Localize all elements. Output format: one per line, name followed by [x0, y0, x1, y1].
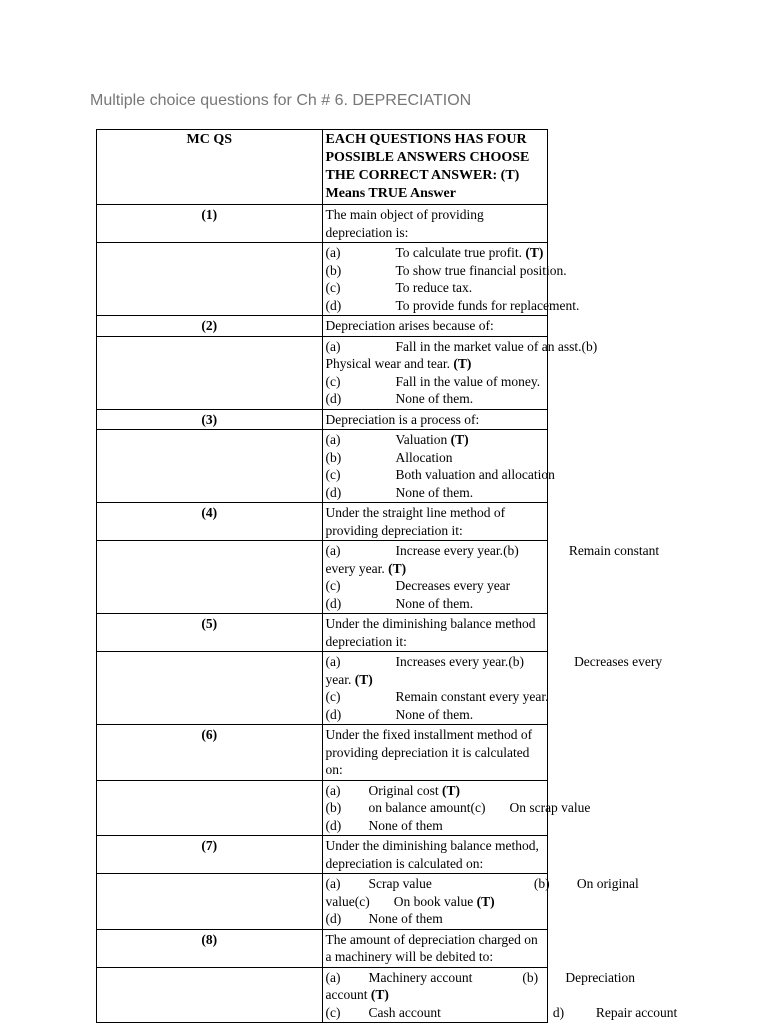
option-c: (c) To reduce tax.: [325, 280, 473, 295]
option-b: every year. (T): [325, 560, 407, 576]
header-mcqs-cell: MC QS: [97, 130, 323, 205]
option-c: (c) Both valuation and allocation: [325, 467, 555, 482]
question-number: (5): [97, 614, 323, 652]
option-a: (a) To calculate true profit. (T): [325, 245, 544, 260]
option-b: account (T): [325, 987, 389, 1002]
option-c: (c) Cash account d) Repair account: [325, 1004, 678, 1020]
question-row: [97, 409, 548, 430]
true-mark: (T): [442, 782, 460, 798]
option-b: (b) Allocation: [325, 449, 453, 465]
question-number: (2): [97, 316, 323, 337]
true-mark: (T): [450, 432, 469, 447]
options-cell: [322, 243, 580, 316]
options-row: [97, 336, 548, 409]
empty-cell: [97, 652, 323, 725]
options-row: [97, 243, 548, 316]
question-number: (3): [97, 409, 323, 430]
true-mark: (T): [453, 356, 472, 371]
empty-cell: [97, 430, 323, 503]
empty-cell: [97, 336, 323, 409]
mcq-table: [96, 129, 678, 1023]
option-d: (d) None of them.: [325, 484, 474, 500]
empty-cell: [97, 780, 323, 836]
options-cell: [322, 430, 555, 503]
empty-cell: [97, 967, 323, 1023]
empty-cell: [97, 243, 323, 316]
options-row: [97, 652, 548, 725]
options-row: [97, 780, 548, 836]
empty-cell: [97, 874, 323, 930]
question-text: The amount of depreciation charged on a machinery will be debited to:: [322, 929, 548, 967]
question-text: Depreciation is a process of:: [322, 409, 548, 430]
option-c: (c) Fall in the value of money.: [325, 373, 541, 389]
question-text: Under the straight line method of providing depreciation it:: [322, 503, 548, 541]
options-cell: [322, 967, 678, 1023]
question-text: Under the fixed installment method of providing depreciation it is calculated on:: [322, 725, 548, 781]
question-text: Under the diminishing balance method depreciation it:: [322, 614, 548, 652]
option-d: (d) None of them: [325, 911, 443, 926]
question-row: [97, 205, 548, 243]
question-text: The main object of providing depreciation is:: [322, 205, 548, 243]
header-instructions-cell: EACH QUESTIONS HAS FOUR POSSIBLE ANSWERS CHOOSE THE CORRECT ANSWER: (T) Means TRUE Answer: [322, 130, 548, 205]
options-cell: [322, 336, 598, 409]
question-number: (6): [97, 725, 323, 781]
true-mark: (T): [370, 987, 389, 1002]
option-c: (c) Decreases every year: [325, 578, 511, 593]
question-number: (7): [97, 836, 323, 874]
question-number: (1): [97, 205, 323, 243]
question-row: [97, 725, 548, 781]
options-row: [97, 430, 548, 503]
question-row: [97, 929, 548, 967]
option-d: (d) None of them.: [325, 595, 474, 611]
option-a: (a) Valuation (T): [325, 432, 469, 447]
question-row: [97, 503, 548, 541]
option-b: (b) To show true financial position.: [325, 262, 567, 278]
question-row: [97, 614, 548, 652]
option-b: Physical wear and tear. (T): [325, 356, 472, 371]
options-cell: [322, 652, 663, 725]
question-text: Depreciation arises because of:: [322, 316, 548, 337]
option-b: (b) on balance amount(c) On scrap value: [325, 800, 591, 815]
option-a: (a) Increase every year.(b) Remain constant: [325, 543, 660, 558]
header-row: [97, 130, 548, 205]
options-row: [97, 874, 548, 930]
option-b: year. (T): [325, 671, 373, 687]
option-a: (a) Machinery account (b) Depreciation: [325, 969, 636, 985]
option-b: value(c) On book value (T): [325, 893, 495, 909]
true-mark: (T): [354, 671, 373, 687]
options-cell: [322, 541, 660, 614]
question-row: [97, 836, 548, 874]
option-d: (d) None of them: [325, 817, 443, 833]
option-a: (a) Original cost (T): [325, 782, 460, 798]
empty-cell: [97, 541, 323, 614]
question-number: (8): [97, 929, 323, 967]
option-a: (a) Fall in the market value of an asst.(b): [325, 338, 598, 354]
option-d: (d) None of them.: [325, 391, 474, 406]
page-title: Multiple choice questions for Ch # 6. DEPRECIATION: [90, 92, 472, 109]
question-text: Under the diminishing balance method, depreciation is calculated on:: [322, 836, 548, 874]
options-row: [97, 541, 548, 614]
options-cell: [322, 780, 591, 836]
option-d: (d) To provide funds for replacement.: [325, 297, 580, 313]
option-c: (c) Remain constant every year.: [325, 689, 549, 704]
options-row: [97, 967, 548, 1023]
option-a: (a) Increases every year.(b) Decreases every: [325, 654, 663, 669]
true-mark: (T): [525, 245, 544, 260]
option-a: (a) Scrap value (b) On original: [325, 876, 639, 891]
true-mark: (T): [476, 893, 495, 909]
question-number: (4): [97, 503, 323, 541]
option-d: (d) None of them.: [325, 706, 474, 722]
options-cell: [322, 874, 639, 930]
true-mark: (T): [388, 560, 407, 576]
question-row: [97, 316, 548, 337]
